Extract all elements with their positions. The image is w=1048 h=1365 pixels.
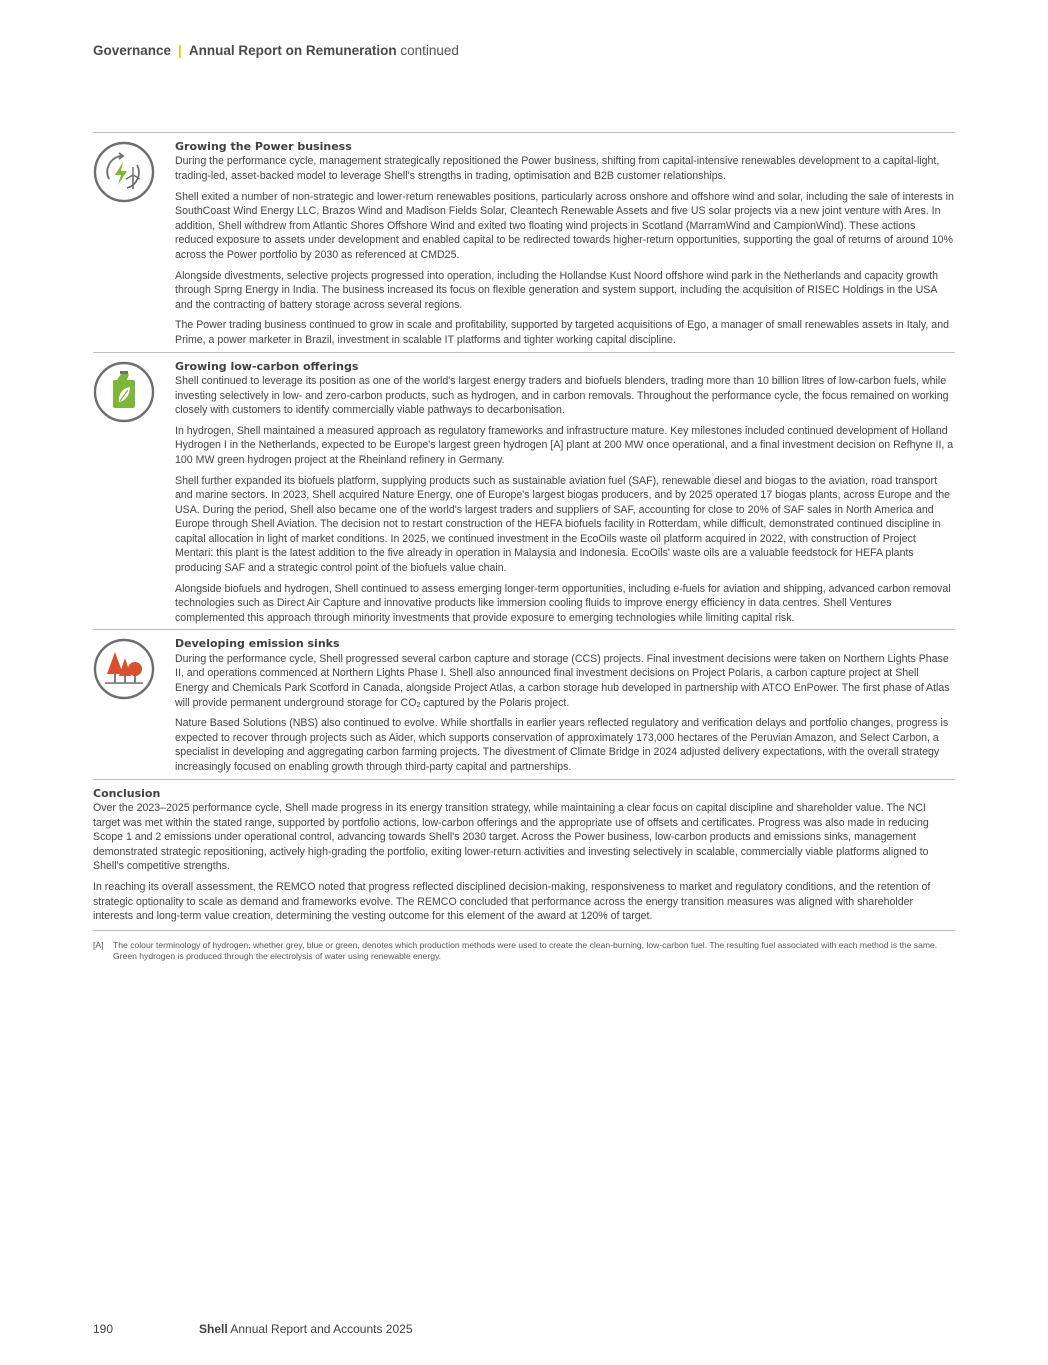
header-continued: continued — [400, 43, 459, 58]
co2-subscript: 2 — [416, 701, 421, 709]
conclusion-paragraph: In reaching its overall assessment, the REMCO noted that progress reflected disciplined decision-making, responsiveness to market and regulatory conditions, and the retention of strategic optionality to scale as demand and frameworks evolve. The REMCO concluded that performance across the energy transition measures was aligned with shareholder interests and long-term value creation, determining the vesting outcome for this element of the award at 120% of target. — [93, 880, 931, 923]
main-content — [93, 132, 955, 963]
section-paragraph: Shell further expanded its biofuels platform, supplying products such as sustainable aviation fuel (SAF), renewable diesel and biogas to the aviation, road transport and marine sectors. In 2023, Shell acquired Nature Energy, one of Europe's largest biogas producers, and by 2025 operated 17 biogas plants, across Europe and the USA. During the period, Shell also became one of the world's largest traders and suppliers of SAF, accounting for close to 20% of SAF sales in North America and Europe through Shell Aviation. The decision not to restart construction of the HEFA biofuels facility in Rotterdam, while difficult, demonstrated continued discipline in capital allocation in light of market conditions. In 2025, we continued investment in the EcoOils waste oil platform acquired in 2022, with construction of Project Mentari: this plant is the latest addition to the five already in operation in Malaysia and Indonesia. EcoOils' waste oils are a valuable feedstock for HEFA plants producing SAF and a strategic control point of the biofuels value chain. — [175, 474, 951, 575]
footnote — [93, 930, 955, 963]
conclusion — [93, 779, 955, 924]
page-header — [93, 43, 459, 58]
brand-name: Shell — [199, 1322, 228, 1336]
section-low-carbon — [93, 352, 955, 630]
footer-brand — [199, 1322, 413, 1336]
header-separator: | — [178, 43, 182, 58]
section-paragraph: Alongside biofuels and hydrogen, Shell continued to assess emerging longer-term opportunities, including e-fuels for aviation and shipping, advanced carbon removal technologies such as Direct Air Capture and innovative products like immersion cooling fluids to improve energy efficiency in data centres. Shell Ventures complemented this approach through minority investments that provide exposure to emerging technologies while limiting capital risk. — [175, 582, 951, 624]
section-paragraph: During the performance cycle, management strategically repositioned the Power business, shifting from capital-intensive renewables development to a capital-light, trading-led, asset-backed model to leverage Shell's strengths in trading, optimisation and B2B customer relationships. — [175, 155, 940, 182]
header-title: Annual Report on Remuneration — [188, 43, 397, 58]
section-paragraph: Alongside divestments, selective projects progressed into operation, including the Hollandse Kust Noord offshore wind park in the Netherlands and capacity growth through Sprng Energy in India. The business increased its focus on flexible generation and system support, including the acquisition of RISEC Holdings in the USA and the contracting of battery storage across several regions. — [175, 269, 938, 311]
section-title: Growing the Power business — [175, 140, 352, 153]
ccs-text: During the performance cycle, Shell progressed several carbon capture and storage (CCS) projects. Final investment decisions were taken on Northern Lights Phase II, and operations commenced at Northern Lights Phase I. Shell also announced final investment decisions on Project Polaris, a carbon capture project at Shell Energy and Chemicals Park Scotford in Canada, alongside Project Atlas, a carbon storage hub developed in partnership with ATCO EnPower. The first phase of Atlas will provide permanent underground storage for CO — [175, 652, 950, 709]
section-paragraph: In hydrogen, Shell maintained a measured approach as regulatory frameworks and infrastructure mature. Key milestones included continued development of Holland Hydrogen I in the Netherlands, expected to be Europe's largest green hydrogen [A] plant at 200 MW once operational, and a final investment decision on Refhyne II, a 100 MW green hydrogen project at the Rheinland refinery in Germany. — [175, 424, 954, 466]
fuel-can-leaf-icon — [93, 361, 155, 423]
section-paragraph — [175, 652, 955, 710]
header-section: Governance — [93, 43, 172, 58]
ccs-text-tail: captured by the Polaris project. — [420, 696, 570, 709]
footnote-mark: [A] — [93, 939, 104, 950]
section-paragraph: The Power trading business continued to grow in scale and profitability, supported by targeted acquisitions of Ego, a manager of small renewables assets in Italy, and Prime, a power marketer in Brazil, investment in scalable IT platforms and tighter working capital discipline. — [175, 319, 949, 346]
conclusion-paragraph: Over the 2023–2025 performance cycle, Shell made progress in its energy transition strategy, while maintaining a clear focus on capital discipline and shareholder value. The NCI target was met within the stated range, supported by portfolio actions, low-carbon offerings and the appropriate use of offsets and certificates. Progress was also made in reducing Scope 1 and 2 emissions under operational control, advancing towards Shell's 2030 target. Across the Power business, low-carbon products and emissions sinks, management demonstrated strategic repositioning, actively high-grading the portfolio, exiting lower-return activities and investing selectively in scalable, commercially viable platforms aligned to Shell's competitive strengths. — [93, 802, 929, 873]
section-title: Developing emission sinks — [175, 637, 340, 651]
page-number: 190 — [93, 1322, 114, 1336]
page-footer — [93, 1322, 413, 1336]
power-icon — [93, 141, 155, 203]
footnote-text: The colour terminology of hydrogen, whether grey, blue or green, denotes which production methods were used to create the clean-burning, low-carbon fuel. The resulting fuel associated with each method is the same. Green hydrogen is produced through the electrolysis of water using renewable energy. — [113, 939, 938, 962]
section-emission-sinks — [93, 629, 955, 778]
section-paragraph: Shell exited a number of non-strategic and lower-return renewables positions, particularly across onshore and offshore wind and solar, including the sale of interests in SouthCoast Wind Energy LLC, Brazos Wind and Madison Fields Solar, Cleantech Renewable Assets and five US solar projects via a new joint venture with Ares. In addition, Shell withdrew from Atlantic Shores Offshore Wind and exited two floating wind projects in Scotland (MarramWind and CampionWind). These actions reduced exposure to assets under development and enabled capital to be redirected towards higher-return opportunities, supporting the goal of returns of around 10% across the Power portfolio by 2030 as referenced at CMD25. — [175, 190, 954, 261]
section-power-business — [93, 132, 955, 352]
publication-name: Annual Report and Accounts 2025 — [230, 1322, 413, 1336]
conclusion-title: Conclusion — [93, 786, 161, 800]
section-paragraph: Nature Based Solutions (NBS) also continued to evolve. While shortfalls in earlier years reflected regulatory and verification delays and portfolio changes, progress is expected to recover through projects such as Aider, which supports conservation of approximately 173,000 hectares of the Peruvian Amazon, and Select Carbon, a specialist in developing and aggregating carbon farming projects. The divestment of Climate Bridge in 2024 adjusted delivery expectations, with the overall strategy increasingly focused on enabling growth through third-party capital and partnerships. — [175, 717, 949, 773]
section-title: Growing low-carbon offerings — [175, 359, 359, 373]
section-paragraph: Shell continued to leverage its position as one of the world's largest energy traders and biofuels blenders, trading more than 10 billion litres of low-carbon fuels, while investing selectively in low- and zero-carbon products, such as hydrogen, and in carbon removals. Throughout the performance cycle, the focus remained on working closely with customers to identify commercially viable pathways to decarbonisation. — [175, 374, 949, 417]
trees-icon — [93, 638, 155, 700]
